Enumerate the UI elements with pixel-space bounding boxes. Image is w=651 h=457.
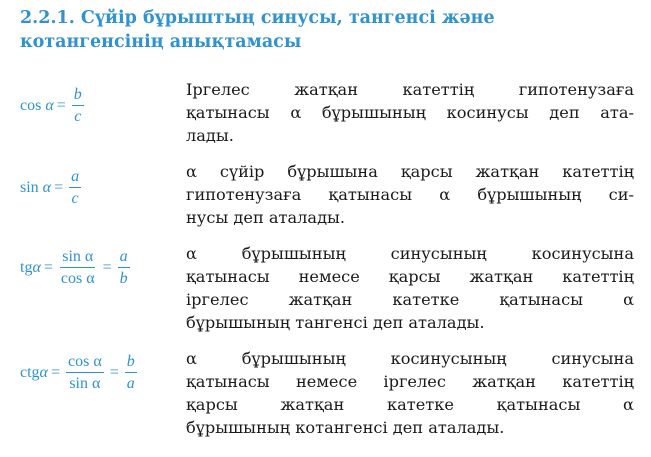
definition-text: [186, 242, 634, 334]
text-line: қарсы жатқан катетке қатынасы α: [186, 395, 634, 414]
fraction-trig: [66, 353, 104, 392]
denominator: b: [119, 270, 128, 287]
text-line: іргелес жатқан катетке қатынасы α: [186, 290, 634, 309]
formula-lhs: sin: [20, 178, 39, 196]
formula-ctg: [20, 353, 140, 392]
text-line: қатынасы немесе іргелес жатқан катеттің: [186, 372, 634, 391]
formula-cos: [20, 86, 87, 125]
equals-sign: =: [102, 258, 112, 276]
numerator: b: [126, 353, 135, 370]
text-line: бұрышының котангенсі деп аталады.: [186, 418, 505, 437]
denominator: c: [74, 108, 82, 125]
fraction-sides: [118, 248, 130, 287]
formula-tg: [20, 248, 133, 287]
text-line: бұрышының тангенсі деп аталады.: [186, 313, 485, 332]
equals-sign: =: [50, 363, 60, 381]
text-line: α бұрышының косинусының синусына: [186, 349, 634, 368]
section-title-line-2: котангенсінің анықтамасы: [20, 32, 302, 52]
alpha-symbol: α: [45, 96, 54, 114]
denominator: cos α: [60, 270, 95, 287]
text-line: α сүйір бұрышына қарсы жатқан катеттің: [186, 162, 634, 181]
formula-lhs: cos: [20, 96, 42, 114]
definition-text: [186, 347, 634, 439]
section-title: [20, 6, 630, 54]
alpha-symbol: α: [39, 363, 48, 381]
formula-sin: [20, 168, 84, 207]
fraction: [69, 168, 81, 207]
text-line: α бұрышының синусының косинусына: [186, 244, 634, 263]
formula-lhs: tg: [20, 258, 33, 276]
numerator: sin α: [60, 248, 95, 268]
numerator: a: [119, 248, 128, 265]
fraction-sides: [125, 353, 137, 392]
equals-sign: =: [54, 178, 64, 196]
definition-text: [186, 78, 634, 147]
text-line: қатынасы немесе қарсы жатқан катеттің: [186, 267, 634, 286]
denominator: c: [71, 190, 79, 207]
equals-sign: =: [43, 258, 53, 276]
text-line: Іргелес жатқан катеттің гипотенузаға: [186, 80, 634, 99]
text-line: қатынасы α бұрышының косинусы деп ата-: [186, 103, 634, 122]
alpha-symbol: α: [42, 178, 52, 196]
fraction-trig: [59, 248, 97, 287]
equals-sign: =: [56, 96, 66, 114]
section-title-line-1: 2.2.1. Сүйір бұрыштың синусы, тангенсі және: [20, 8, 495, 28]
denominator: sin α: [69, 375, 101, 392]
denominator: a: [126, 375, 135, 392]
text-line: гипотенузаға қатынасы α бұрышының си-: [186, 185, 634, 204]
numerator: cos α: [66, 353, 104, 373]
numerator: a: [71, 168, 80, 185]
text-line: нусы деп аталады.: [186, 208, 346, 227]
equals-sign: =: [109, 363, 119, 381]
alpha-symbol: α: [32, 258, 41, 276]
numerator: b: [73, 86, 82, 103]
text-line: лады.: [186, 126, 234, 145]
definition-text: [186, 160, 634, 229]
fraction: [72, 86, 84, 125]
formula-lhs: ctg: [20, 363, 40, 381]
